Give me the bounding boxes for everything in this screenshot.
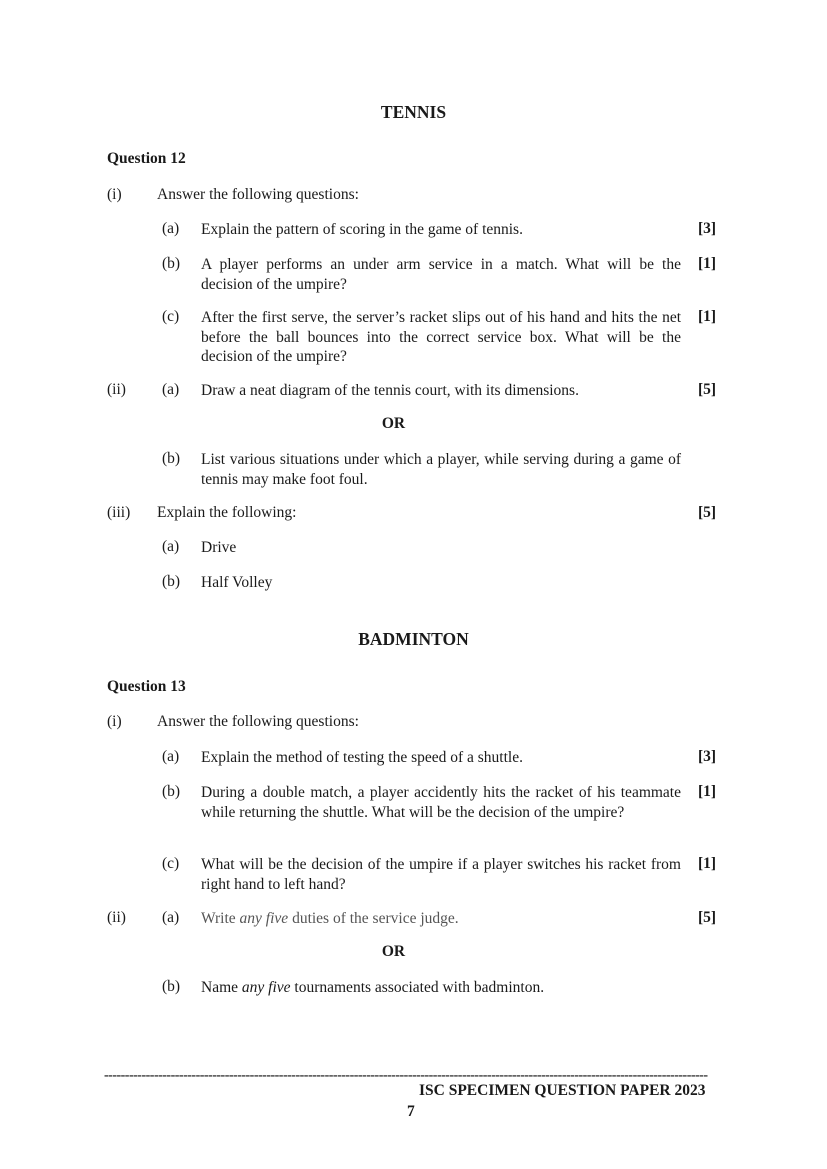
part-label: (ii) [107, 909, 126, 926]
part-label: (iii) [107, 504, 131, 521]
item-label: (b) [162, 783, 181, 800]
item-label: (b) [162, 573, 181, 590]
item-label: (a) [162, 538, 180, 555]
item-text: What will be the decision of the umpire if a player switches his racket from right hand to left hand? [201, 856, 681, 893]
section-heading-tennis: TENNIS [380, 102, 447, 122]
emphasis: any five [241, 979, 291, 996]
part-label: (i) [107, 713, 122, 730]
item-text: Explain the pattern of scoring in the game of tennis. [201, 221, 523, 238]
part-label: (i) [107, 186, 122, 203]
item-text: After the first serve, the server’s racket slips out of his hand and hits the net before the ball bounces into the correct service box. What will be the decision of the umpire? [201, 309, 681, 365]
item-marks: [5] [698, 381, 717, 398]
item-label: (c) [162, 855, 180, 872]
item-label: (a) [162, 748, 180, 765]
item-label: (a) [162, 909, 180, 926]
question-13-title: Question 13 [107, 678, 186, 695]
item-text: Name any five tournaments associated with badminton. [201, 979, 545, 996]
footer-title: ISC SPECIMEN QUESTION PAPER 2023 [419, 1082, 706, 1099]
section-heading-badminton: BADMINTON [358, 629, 469, 649]
item-text: List various situations under which a player, while serving during a game of tennis may make foot foul. [201, 451, 681, 488]
part-marks: [5] [698, 504, 717, 521]
item-label: (b) [162, 450, 181, 467]
part-stem: Answer the following questions: [157, 186, 359, 203]
item-marks: [3] [698, 748, 717, 765]
or-divider: OR [381, 943, 406, 960]
item-marks: [1] [698, 255, 717, 272]
item-marks: [5] [698, 909, 717, 926]
item-label: (c) [162, 308, 180, 325]
item-marks: [1] [698, 855, 717, 872]
item-text: Explain the method of testing the speed of a shuttle. [201, 749, 523, 766]
item-label: (b) [162, 978, 181, 995]
or-divider: OR [381, 415, 406, 432]
emphasis: any five [239, 910, 289, 927]
item-text: A player performs an under arm service in a match. What will be the decision of the umpire? [201, 256, 681, 293]
question-12-title: Question 12 [107, 150, 186, 167]
part-stem: Explain the following: [157, 504, 297, 521]
item-text: Half Volley [201, 574, 273, 591]
item-label: (a) [162, 381, 180, 398]
item-text: During a double match, a player accidently hits the racket of his teammate while returning the shuttle. What will be the decision of the umpire? [201, 784, 681, 821]
item-text: Drive [201, 539, 237, 556]
item-marks: [1] [698, 308, 717, 325]
item-marks: [3] [698, 220, 717, 237]
item-label: (a) [162, 220, 180, 237]
item-marks: [1] [698, 783, 717, 800]
item-text: Write any five duties of the service judge. [201, 910, 459, 927]
footer-dashed-rule: ------------------------------------------------------------------------------------------------------------------------------------------------- [104, 1068, 708, 1083]
part-label: (ii) [107, 381, 126, 398]
page-number: 7 [407, 1103, 415, 1120]
item-label: (b) [162, 255, 181, 272]
part-stem: Answer the following questions: [157, 713, 359, 730]
item-text: Draw a neat diagram of the tennis court, with its dimensions. [201, 382, 579, 399]
